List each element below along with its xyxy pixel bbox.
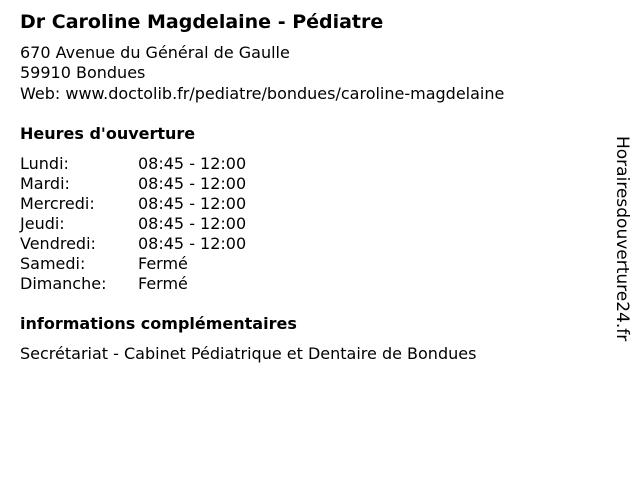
day-label: Dimanche: (20, 274, 107, 293)
hours-row-saturday (20, 254, 246, 274)
day-label: Vendredi: (20, 234, 96, 253)
page-title: Dr Caroline Magdelaine - Pédiatre (20, 11, 384, 33)
day-label: Lundi: (20, 154, 69, 173)
hours-row-tuesday (20, 174, 246, 194)
day-hours: 08:45 - 12:00 (138, 214, 247, 233)
opening-hours-table (20, 154, 246, 294)
additional-info-text: Secrétariat - Cabinet Pédiatrique et Dentaire de Bondues (20, 344, 477, 363)
hours-row-thursday (20, 214, 246, 234)
day-label: Samedi: (20, 254, 86, 273)
opening-hours-heading: Heures d'ouverture (20, 124, 196, 143)
additional-info-heading: informations complémentaires (20, 314, 297, 333)
address-street: 670 Avenue du Général de Gaulle (20, 43, 290, 62)
hours-row-sunday (20, 274, 246, 294)
day-hours: Fermé (138, 274, 188, 293)
day-label: Jeudi: (20, 214, 65, 233)
hours-row-monday (20, 154, 246, 174)
day-hours: 08:45 - 12:00 (138, 194, 247, 213)
day-hours: Fermé (138, 254, 188, 273)
day-label: Mercredi: (20, 194, 95, 213)
hours-row-friday (20, 234, 246, 254)
hours-row-wednesday (20, 194, 246, 214)
day-hours: 08:45 - 12:00 (138, 154, 247, 173)
site-brand-vertical: Horairesdouverture24.fr (612, 136, 632, 342)
day-hours: 08:45 - 12:00 (138, 234, 247, 253)
address-city: 59910 Bondues (20, 63, 146, 82)
day-hours: 08:45 - 12:00 (138, 174, 247, 193)
day-label: Mardi: (20, 174, 70, 193)
website-line[interactable]: Web: www.doctolib.fr/pediatre/bondues/caroline-magdelaine (20, 84, 505, 103)
